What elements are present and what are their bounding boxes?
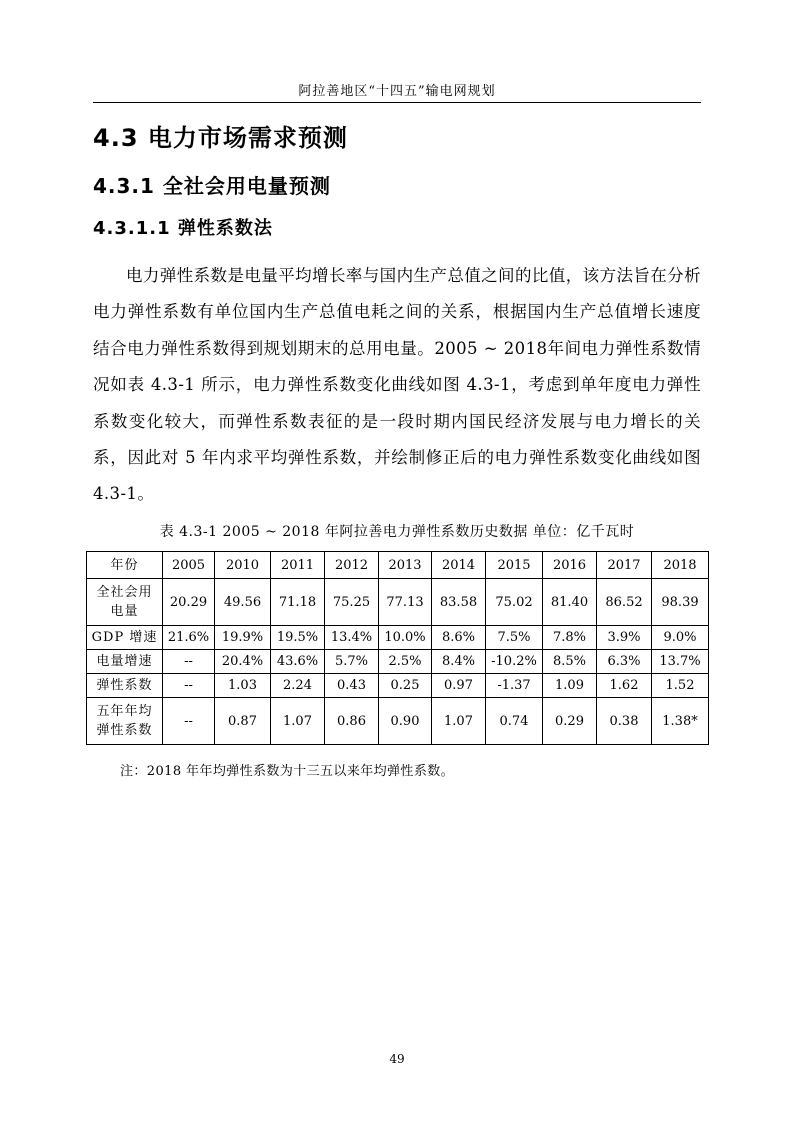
table-cell: 49.56 [215,579,271,626]
table-cell: 13.7% [652,650,709,674]
table-cell: 83.58 [432,579,486,626]
table-header-cell: 2014 [432,552,486,579]
row-label: 弹性系数 [87,674,163,698]
table-cell: 1.09 [543,674,597,698]
table-cell: 19.5% [271,626,325,650]
table-caption: 表 4.3-1 2005 ~ 2018 年阿拉善电力弹性系数历史数据 单位：亿千瓦时 [159,524,635,540]
table-header-cell: 2010 [215,552,271,579]
row-label: GDP 增速 [87,626,163,650]
table-cell: 9.0% [652,626,709,650]
table-cell: 2.5% [379,650,432,674]
table-cell: 5.7% [325,650,379,674]
table-cell: 8.5% [543,650,597,674]
table-header-cell: 2016 [543,552,597,579]
table-cell: 8.6% [432,626,486,650]
table-cell: 7.5% [486,626,543,650]
table-header-cell: 2018 [652,552,709,579]
table-cell: -- [163,698,215,745]
table-cell: 0.74 [486,698,543,745]
table-header-cell: 2013 [379,552,432,579]
table-corner-cell: 年份 [87,552,163,579]
table-cell: 0.25 [379,674,432,698]
table-cell: 75.25 [325,579,379,626]
row-label: 电量增速 [87,650,163,674]
table-cell: 0.43 [325,674,379,698]
table-cell: 7.8% [543,626,597,650]
subsection-heading: 4.3.1 全社会用电量预测 [93,174,331,198]
table-cell: 1.07 [432,698,486,745]
table-cell: 0.29 [543,698,597,745]
table-cell: 3.9% [597,626,652,650]
table-cell: 81.40 [543,579,597,626]
table-cell: 10.0% [379,626,432,650]
table-cell: 21.6% [163,626,215,650]
table-cell: 19.9% [215,626,271,650]
table-cell: 0.90 [379,698,432,745]
table-row [87,650,709,674]
table-cell: 75.02 [486,579,543,626]
body-text [93,258,701,513]
table-cell: 8.4% [432,650,486,674]
elasticity-table [86,551,709,745]
table-cell: 1.07 [271,698,325,745]
row-label: 五年年均 弹性系数 [87,698,163,745]
table-cell: 98.39 [652,579,709,626]
row-label: 全社会用 电量 [87,579,163,626]
table-cell: 6.3% [597,650,652,674]
table-cell: -1.37 [486,674,543,698]
table-cell: 71.18 [271,579,325,626]
table-cell: -- [163,674,215,698]
table-cell: 1.52 [652,674,709,698]
table-cell: 0.86 [325,698,379,745]
table-row [87,698,709,745]
table-cell: 43.6% [271,650,325,674]
table-cell: 0.38 [597,698,652,745]
table-row [87,579,709,626]
running-header: 阿拉善地区“十四五”输电网规划 [298,84,496,99]
table-cell: 20.4% [215,650,271,674]
subsubsection-heading: 4.3.1.1 弹性系数法 [93,218,273,239]
table-row [87,626,709,650]
section-heading: 4.3 电力市场需求预测 [93,124,348,152]
table-cell: 2.24 [271,674,325,698]
table-cell: 77.13 [379,579,432,626]
table-cell: 13.4% [325,626,379,650]
table-header-row [87,552,709,579]
table-cell: -10.2% [486,650,543,674]
paragraph: 电力弹性系数是电量平均增长率与国内生产总值之间的比值，该方法旨在分析电力弹性系数有单位国内生产总值电耗之间的关系，根据国内生产总值增长速度结合电力弹性系数得到规划期末的总用电量。2005 ~ 2018年间电力弹性系数情况如表 4.3-1 所示，电力弹性系数变化曲线如图 4.3-1，考虑到单年度电力弹性系数变化较大，而弹性系数表征的是一段时期内国民经济发展与电力增长的关系，因此对 5 年内求平均弹性系数，并绘制修正后的电力弹性系数变化曲线如图 4.3-1。 [93,266,701,504]
table-header-cell: 2012 [325,552,379,579]
table-cell: 0.87 [215,698,271,745]
table-cell: 1.62 [597,674,652,698]
table-cell: 20.29 [163,579,215,626]
table-cell: 1.38* [652,698,709,745]
header-divider [93,102,701,103]
table-header-cell: 2015 [486,552,543,579]
table-note: 注：2018 年年均弹性系数为十三五以来年均弹性系数。 [120,764,455,779]
table-header-cell: 2017 [597,552,652,579]
table-cell: 1.03 [215,674,271,698]
table-header-cell: 2005 [163,552,215,579]
table-row [87,674,709,698]
table-header-cell: 2011 [271,552,325,579]
page-number: 49 [389,1052,405,1066]
table-cell: 86.52 [597,579,652,626]
table-cell: 0.97 [432,674,486,698]
table-cell: -- [163,650,215,674]
